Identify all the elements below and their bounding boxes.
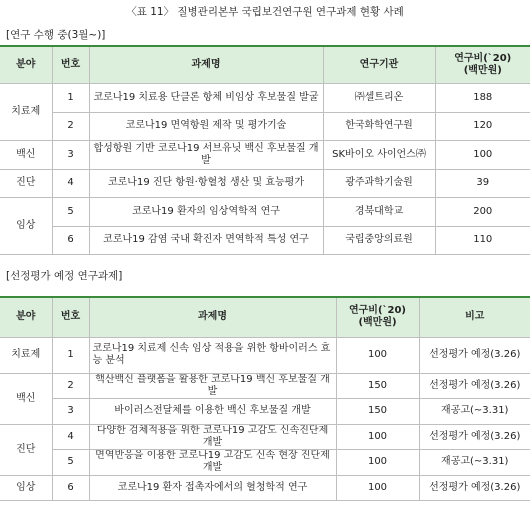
column-header-number: 번호 xyxy=(52,297,89,337)
number-cell: 3 xyxy=(52,140,89,169)
budget-cell: 150 xyxy=(336,398,419,424)
number-cell: 1 xyxy=(52,83,89,112)
field-cell: 백신 xyxy=(0,373,52,424)
table-row xyxy=(0,197,530,226)
note-cell: 선정평가 예정(3.26) xyxy=(419,475,530,500)
field-cell: 백신 xyxy=(0,140,52,169)
institution-cell: ㈜셀트리온 xyxy=(323,83,435,112)
number-cell: 5 xyxy=(52,449,89,475)
table-row xyxy=(0,449,530,475)
column-header-note: 비고 xyxy=(419,297,530,337)
table-row xyxy=(0,424,530,449)
column-header-task: 과제명 xyxy=(89,46,323,83)
task-cell: 합성항원 기반 코로나19 서브유닛 백신 후보물질 개발 xyxy=(89,140,323,169)
institution-cell: SK바이오 사이언스㈜ xyxy=(323,140,435,169)
table-row xyxy=(0,337,530,373)
column-header-field: 분야 xyxy=(0,297,52,337)
budget-cell: 200 xyxy=(435,197,530,226)
number-cell: 2 xyxy=(52,112,89,140)
task-cell: 코로나19 환자의 임상역학적 연구 xyxy=(89,197,323,226)
task-cell: 핵산백신 플랫폼을 활용한 코로나19 백신 후보물질 개발 xyxy=(89,373,336,398)
budget-header-line1: 연구비(`20) xyxy=(454,52,512,64)
task-cell: 코로나19 면역항원 제작 및 평가기술 xyxy=(89,112,323,140)
section-label-planned: [선정평가 예정 연구과제] xyxy=(6,270,123,282)
table-row xyxy=(0,83,530,112)
task-cell: 면역반응을 이용한 코로나19 고감도 신속 현장 진단제 개발 xyxy=(89,449,336,475)
note-cell: 선정평가 예정(3.26) xyxy=(419,337,530,373)
field-cell: 진단 xyxy=(0,424,52,475)
number-cell: 6 xyxy=(52,475,89,500)
table-row xyxy=(0,475,530,500)
number-cell: 1 xyxy=(52,337,89,373)
table-header-row xyxy=(0,46,530,83)
task-cell: 코로나19 치료용 단클론 항체 비임상 후보물질 발굴 xyxy=(89,83,323,112)
budget-cell: 100 xyxy=(336,337,419,373)
task-cell: 코로나19 치료제 신속 임상 적용을 위한 항바이러스 효능 분석 xyxy=(89,337,336,373)
note-cell: 재공고(~3.31) xyxy=(419,449,530,475)
budget-cell: 188 xyxy=(435,83,530,112)
field-cell: 임상 xyxy=(0,475,52,500)
budget-header-line2: (백만원) xyxy=(463,64,502,76)
number-cell: 5 xyxy=(52,197,89,226)
budget-cell: 100 xyxy=(336,424,419,449)
table-row xyxy=(0,373,530,398)
column-header-field: 분야 xyxy=(0,46,52,83)
task-cell: 코로나19 감염 국내 확진자 면역학적 특성 연구 xyxy=(89,226,323,254)
field-cell: 진단 xyxy=(0,169,52,197)
section-label-ongoing: [연구 수행 중(3월~)] xyxy=(6,29,106,41)
institution-cell: 국립중앙의료원 xyxy=(323,226,435,254)
column-header-task: 과제명 xyxy=(89,297,336,337)
task-cell: 코로나19 진단 항원·항혈청 생산 및 효능평가 xyxy=(89,169,323,197)
table-header-row xyxy=(0,297,530,337)
task-cell: 바이러스전달체를 이용한 백신 후보물질 개발 xyxy=(89,398,336,424)
note-cell: 재공고(~3.31) xyxy=(419,398,530,424)
number-cell: 4 xyxy=(52,169,89,197)
budget-cell: 100 xyxy=(435,140,530,169)
number-cell: 6 xyxy=(52,226,89,254)
field-cell: 임상 xyxy=(0,197,52,254)
field-cell: 치료제 xyxy=(0,83,52,140)
note-cell: 선정평가 예정(3.26) xyxy=(419,373,530,398)
table-row xyxy=(0,140,530,169)
task-cell: 다양한 검체적용을 위한 코로나19 고감도 신속진단제 개발 xyxy=(89,424,336,449)
institution-cell: 광주과학기술원 xyxy=(323,169,435,197)
institution-cell: 경북대학교 xyxy=(323,197,435,226)
budget-cell: 120 xyxy=(435,112,530,140)
task-cell: 코로나19 환자 접촉자에서의 혈청학적 연구 xyxy=(89,475,336,500)
field-cell: 치료제 xyxy=(0,337,52,373)
column-header-budget xyxy=(435,46,530,83)
budget-cell: 39 xyxy=(435,169,530,197)
number-cell: 3 xyxy=(52,398,89,424)
budget-cell: 100 xyxy=(336,449,419,475)
budget-cell: 150 xyxy=(336,373,419,398)
budget-header-line2: (백만원) xyxy=(358,317,397,329)
table-row xyxy=(0,112,530,140)
budget-header-line1: 연구비(`20) xyxy=(348,305,407,317)
planned-research-table xyxy=(0,296,530,501)
note-cell: 선정평가 예정(3.26) xyxy=(419,424,530,449)
table-row xyxy=(0,398,530,424)
budget-cell: 100 xyxy=(336,475,419,500)
column-header-budget xyxy=(336,297,419,337)
column-header-institution: 연구기관 xyxy=(323,46,435,83)
table-row xyxy=(0,226,530,254)
number-cell: 4 xyxy=(52,424,89,449)
budget-cell: 110 xyxy=(435,226,530,254)
institution-cell: 한국화학연구원 xyxy=(323,112,435,140)
document-title: 〈표 11〉 질병관리본부 국립보건연구원 연구과제 현황 사례 xyxy=(126,6,404,18)
number-cell: 2 xyxy=(52,373,89,398)
ongoing-research-table xyxy=(0,45,530,255)
table-row xyxy=(0,169,530,197)
column-header-number: 번호 xyxy=(52,46,89,83)
